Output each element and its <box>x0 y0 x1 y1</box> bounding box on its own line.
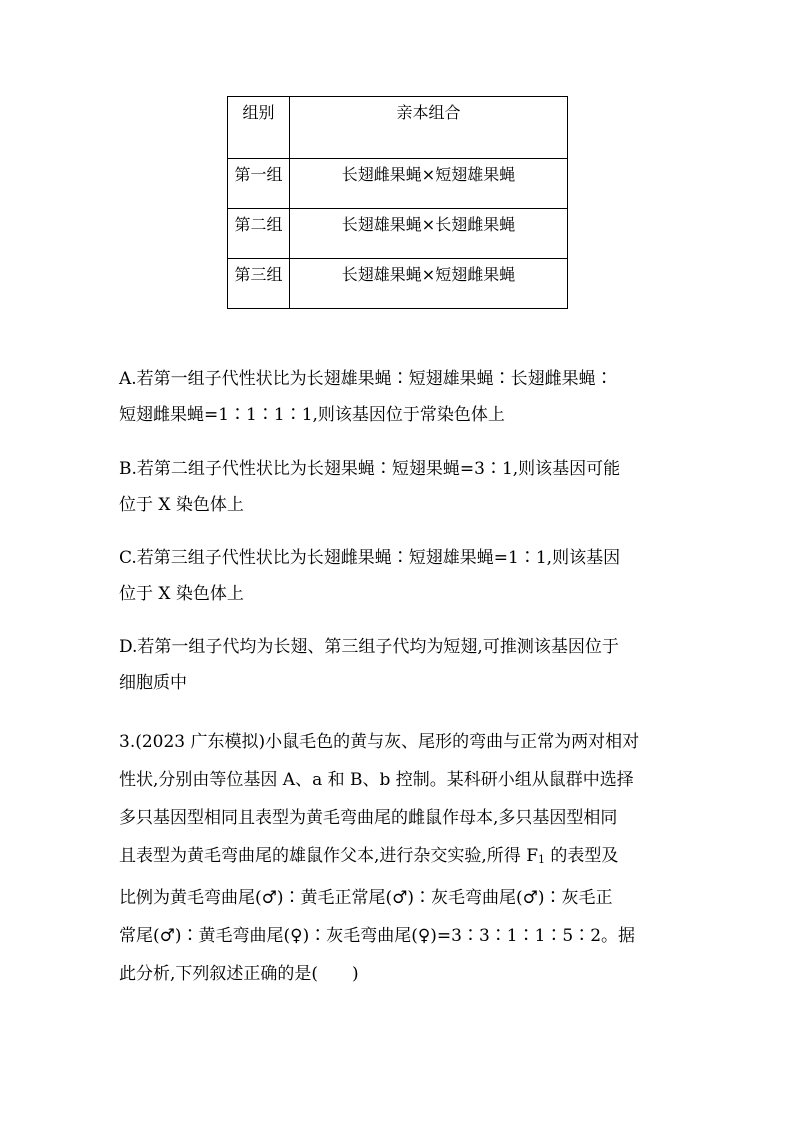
parent-combination-table <box>227 96 568 309</box>
option-d <box>119 629 679 701</box>
header-group <box>228 97 290 159</box>
cell-text: 长翅雄果蝇×短翅雌果蝇 <box>341 265 516 284</box>
table-row <box>228 259 568 309</box>
line-text: 且表型为黄毛弯曲尾的雄鼠作父本,进行杂交实验,所得 F <box>119 846 539 866</box>
question-3-line: 多只基因型相同且表型为黄毛弯曲尾的雌鼠作母本,多只基因型相同 <box>119 808 618 828</box>
question-3-line <box>119 837 679 879</box>
header-combination <box>290 97 568 159</box>
question-3-line: 常尾(♂)∶黄毛弯曲尾(♀)∶灰毛弯曲尾(♀)=3∶3∶1∶1∶5∶2。据 <box>119 926 636 946</box>
option-d-line1: D.若第一组子代均为长翅、第三组子代均为短翅,可推测该基因位于 <box>119 637 619 657</box>
table-cell-combination <box>290 209 568 259</box>
subscript: 1 <box>538 853 546 866</box>
question-3-line: 性状,分别由等位基因 A、a 和 B、b 控制。某科研小组从鼠群中选择 <box>119 770 634 790</box>
option-b <box>119 451 679 523</box>
option-b-line1: B.若第二组子代性状比为长翅果蝇∶短翅果蝇=3∶1,则该基因可能 <box>119 459 621 479</box>
question-3 <box>119 723 679 993</box>
header-group-text: 组别 <box>242 103 275 122</box>
question-3-line: 3.(2023 广东模拟)小鼠毛色的黄与灰、尾形的弯曲与正常为两对相对 <box>119 732 640 752</box>
cell-text: 第二组 <box>234 215 283 234</box>
option-c-line1: C.若第三组子代性状比为长翅雌果蝇∶短翅雄果蝇=1∶1,则该基因 <box>119 548 621 568</box>
option-b-line2: 位于 X 染色体上 <box>119 495 244 515</box>
table-cell-combination <box>290 159 568 209</box>
cell-text: 第一组 <box>234 165 283 184</box>
table-cell-group <box>228 209 290 259</box>
cell-text: 第三组 <box>234 265 283 284</box>
question-3-line: 比例为黄毛弯曲尾(♂)∶黄毛正常尾(♂)∶灰毛弯曲尾(♂)∶灰毛正 <box>119 888 613 908</box>
question-3-line: 此分析,下列叙述正确的是( ) <box>119 964 359 984</box>
table-row <box>228 159 568 209</box>
table-cell-group <box>228 259 290 309</box>
option-a-line2: 短翅雌果蝇=1∶1∶1∶1,则该基因位于常染色体上 <box>119 405 505 425</box>
table-cell-group <box>228 159 290 209</box>
option-d-line2: 细胞质中 <box>119 673 187 693</box>
header-combination-text: 亲本组合 <box>396 103 461 122</box>
table-cell-combination <box>290 259 568 309</box>
option-a-line1: A.若第一组子代性状比为长翅雄果蝇∶短翅雄果蝇∶长翅雌果蝇∶ <box>119 369 613 389</box>
option-c <box>119 540 679 612</box>
option-a <box>119 361 679 433</box>
cell-text: 长翅雌果蝇×短翅雄果蝇 <box>341 165 516 184</box>
cell-text: 长翅雄果蝇×长翅雌果蝇 <box>341 215 516 234</box>
table-row <box>228 209 568 259</box>
line-text: 的表型及 <box>545 846 619 866</box>
table-header-row <box>228 97 568 159</box>
option-c-line2: 位于 X 染色体上 <box>119 584 244 604</box>
